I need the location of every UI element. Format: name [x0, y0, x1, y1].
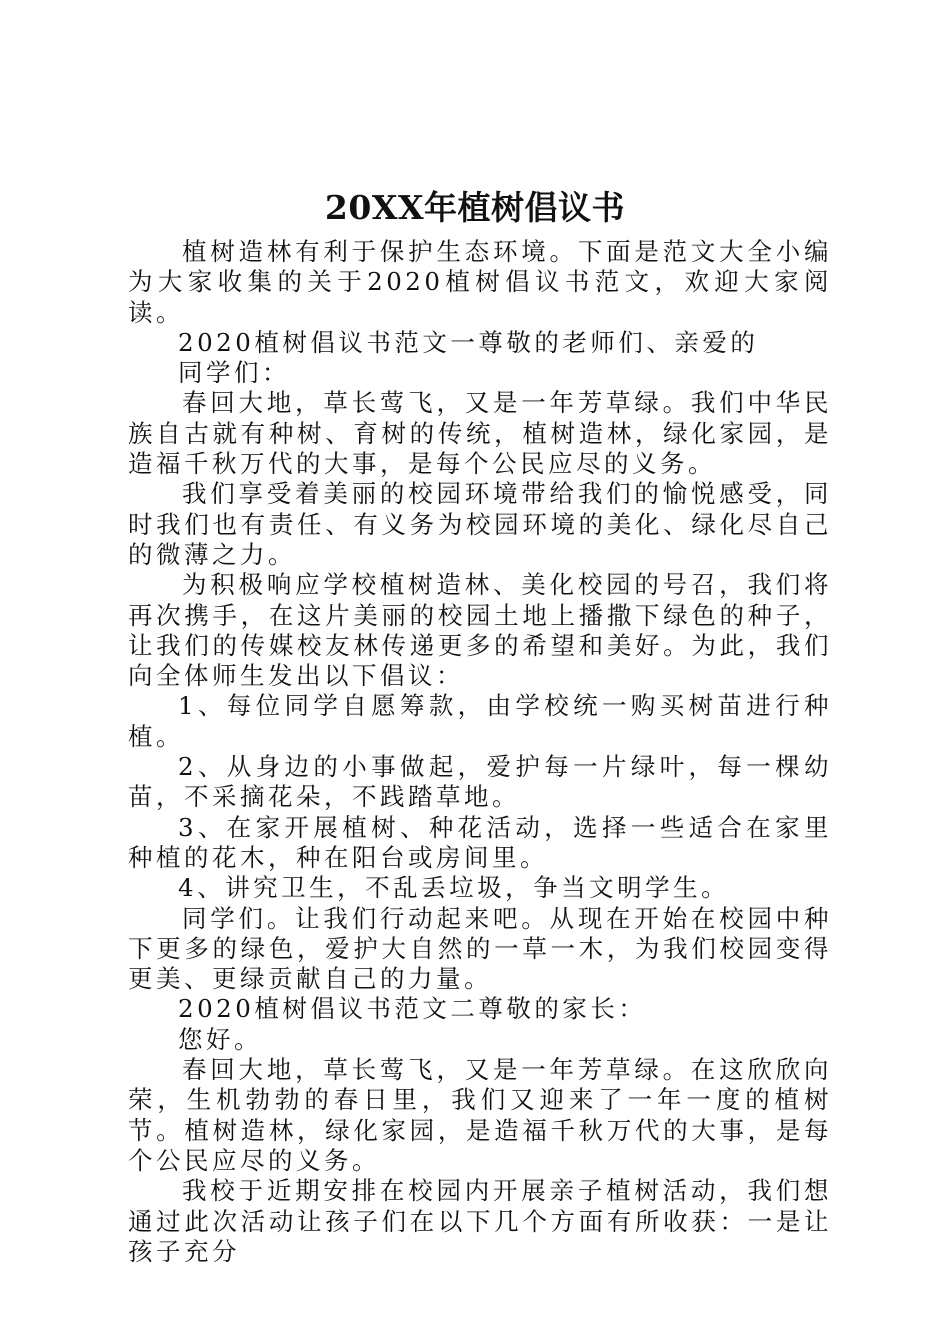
list-item: 3、在家开展植树、种花活动，选择一些适合在家里种植的花木，种在阳台或房间里。	[128, 812, 832, 872]
paragraph: 春回大地，草长莺飞，又是一年芳草绿。在这欣欣向荣，生机勃勃的春日里，我们又迎来了一年一度的植树节。植树造林，绿化家园，是造福千秋万代的大事，是每个公民应尽的义务。	[128, 1055, 832, 1175]
paragraph: 我们享受着美丽的校园环境带给我们的愉悦感受，同时我们也有责任、有义务为校园环境的美化、绿化尽自己的微薄之力。	[128, 479, 832, 569]
document-title: 20XX年植树倡议书	[324, 188, 626, 227]
paragraph-greeting-students: 同学们：	[178, 358, 290, 388]
paragraph: 为积极响应学校植树造林、美化校园的号召，我们将再次携手，在这片美丽的校园土地上播撒下绿色的种子，让我们的传媒校友林传递更多的希望和美好。为此，我们向全体师生发出以下倡议：	[128, 570, 832, 691]
paragraph: 我校于近期安排在校园内开展亲子植树活动，我们想通过此次活动让孩子们在以下几个方面有所收获：一是让孩子充分	[128, 1176, 832, 1266]
paragraph: 春回大地，草长莺飞，又是一年芳草绿。我们中华民族自古就有种树、育树的传统，植树造林，绿化家园，是造福千秋万代的大事，是每个公民应尽的义务。	[128, 388, 832, 479]
list-item: 1、每位同学自愿筹款，由学校统一购买树苗进行种植。	[128, 691, 832, 751]
paragraph-intro: 植树造林有利于保护生态环境。下面是范文大全小编为大家收集的关于2020植树倡议书范文，欢迎大家阅读。	[128, 237, 832, 327]
paragraph-greeting-parents: 您好。	[178, 1024, 262, 1054]
document-body	[128, 237, 832, 1267]
list-item: 2、从身边的小事做起，爱护每一片绿叶，每一棵幼苗，不采摘花朵，不践踏草地。	[128, 752, 832, 812]
paragraph-heading-two: 2020植树倡议书范文二尊敬的家长：	[178, 994, 647, 1024]
paragraph: 同学们。让我们行动起来吧。从现在开始在校园中种下更多的绿色，爱护大自然的一草一木，为我们校园变得更美、更绿贡献自己的力量。	[128, 903, 832, 994]
paragraph-heading-one: 2020植树倡议书范文一尊敬的老师们、亲爱的	[178, 327, 759, 357]
list-item: 4、讲究卫生，不乱丢垃圾，争当文明学生。	[178, 873, 730, 903]
